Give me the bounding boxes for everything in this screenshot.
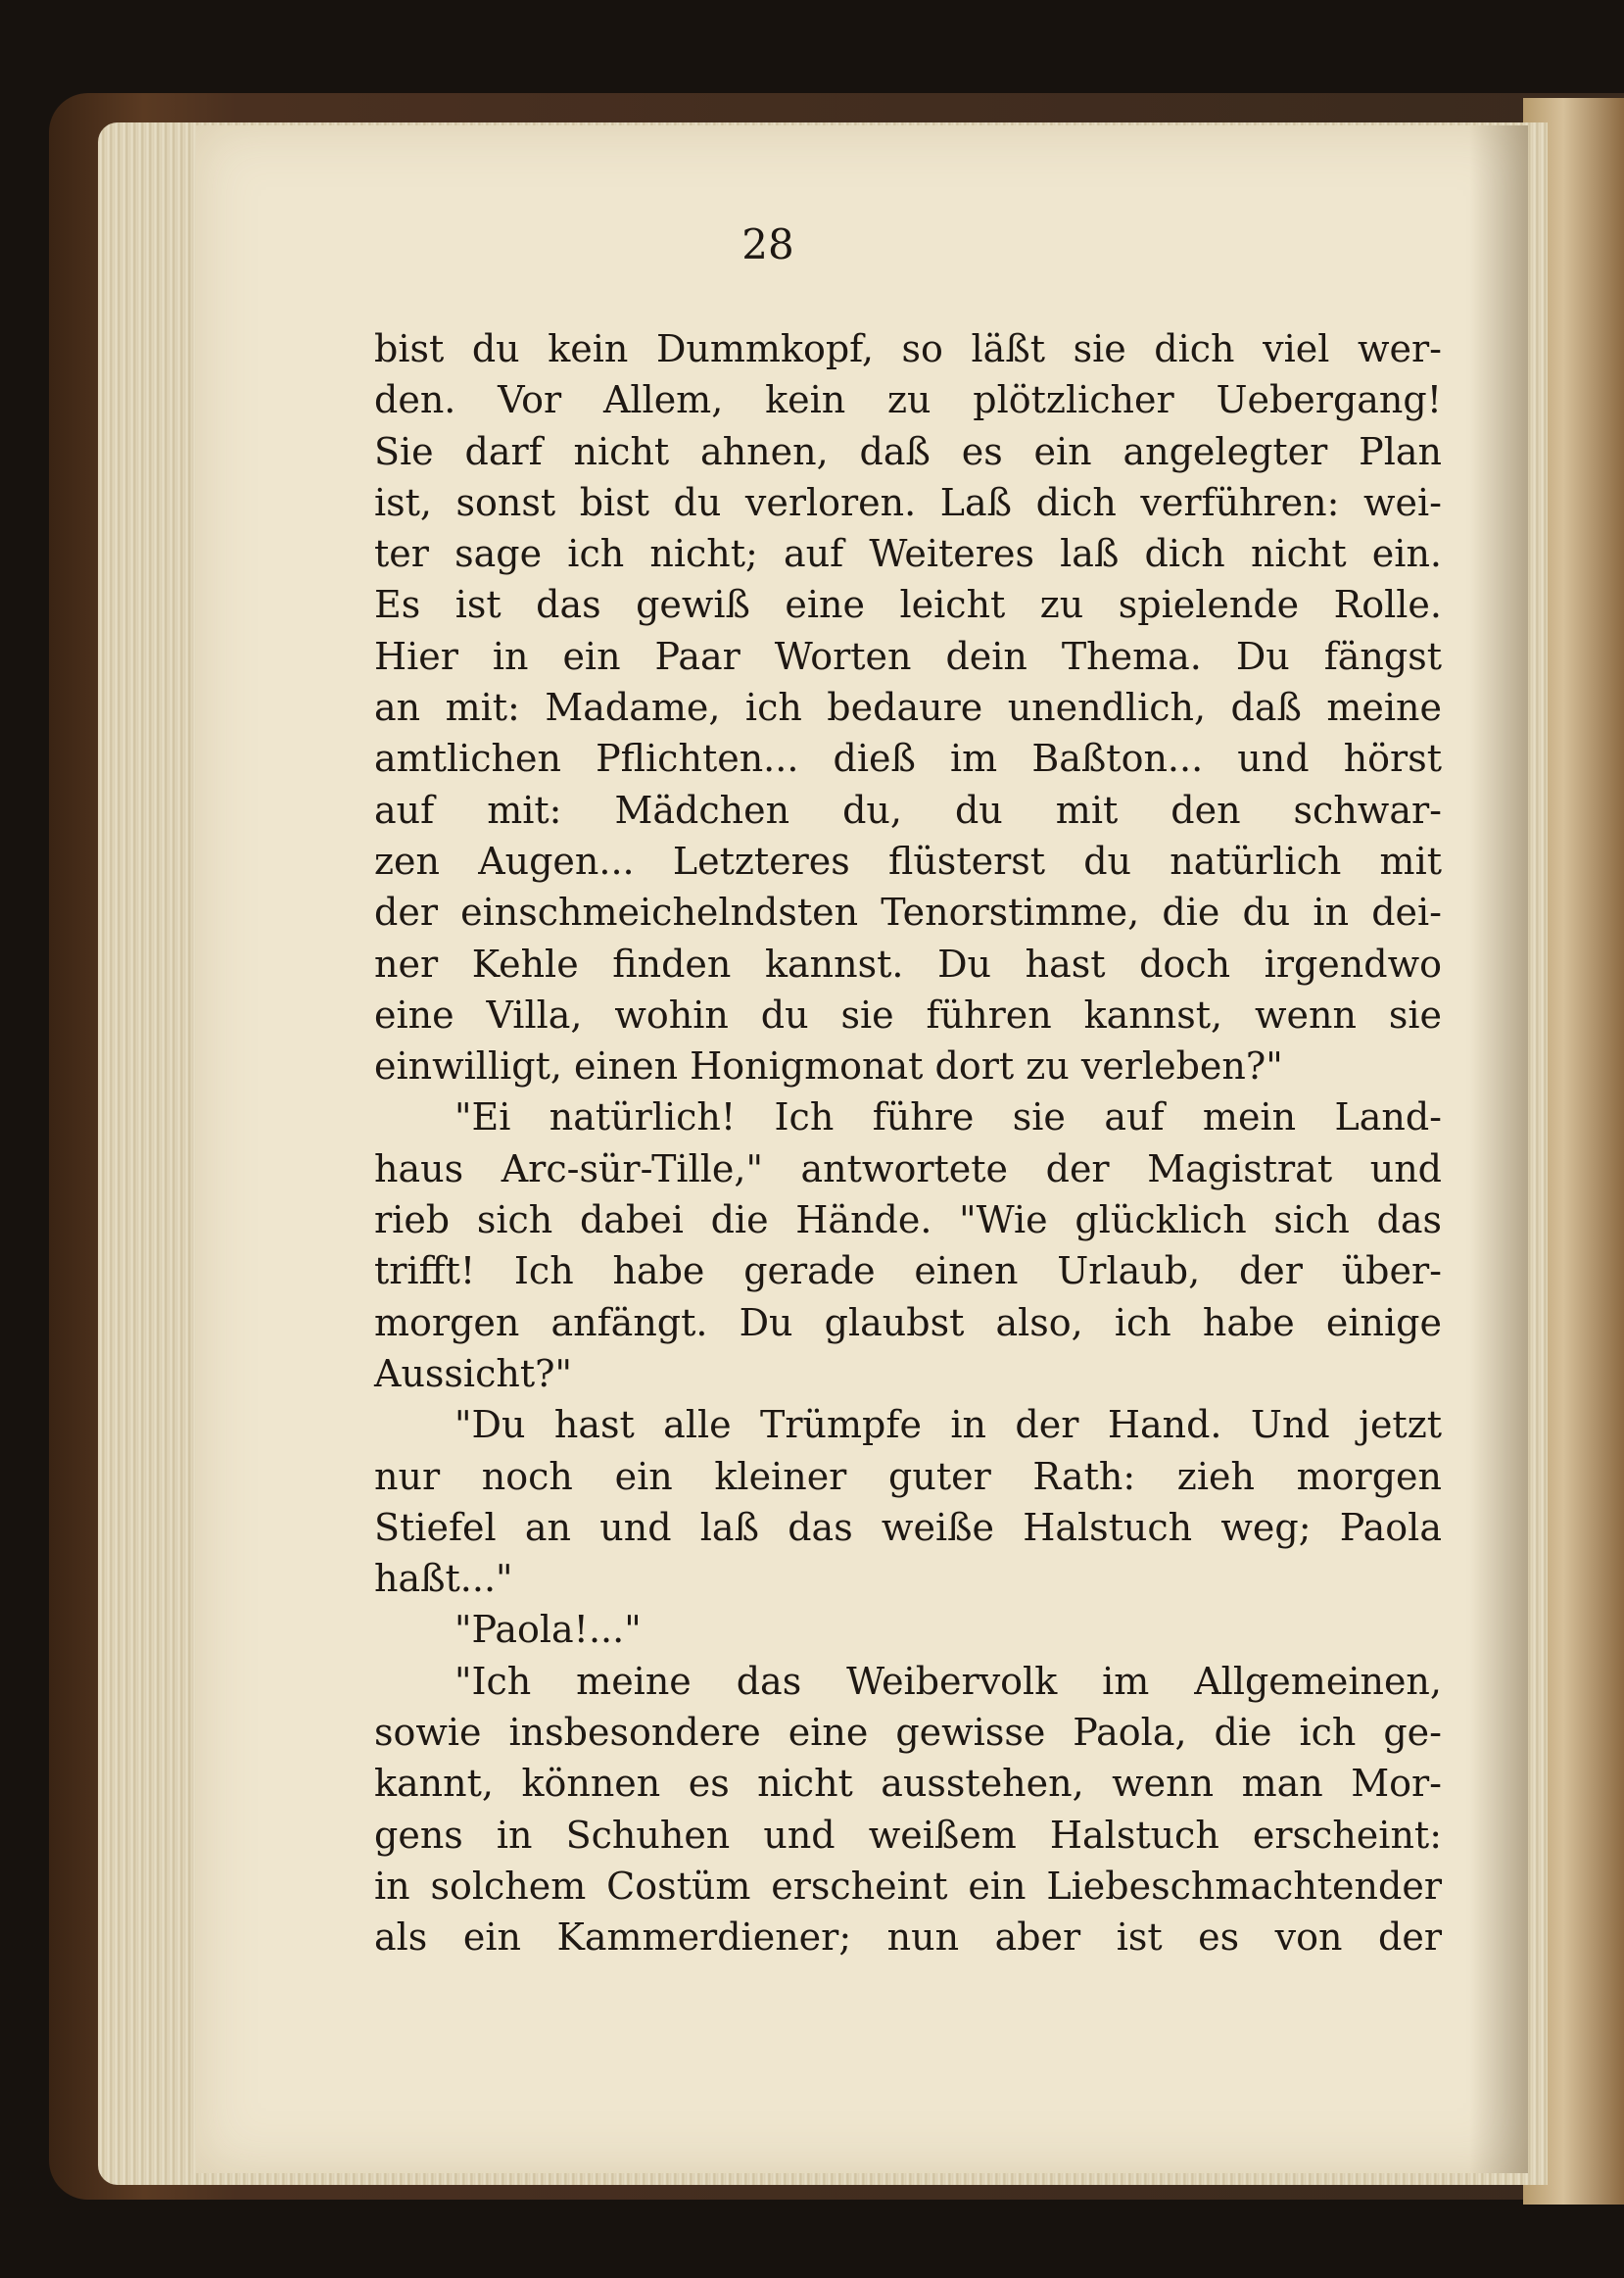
- text-line: einwilligt, einen Honigmonat dort zu verleben?": [374, 1044, 1283, 1089]
- text-line: auf mit: Mädchen du, du mit den schwar-: [374, 788, 1442, 832]
- text-line: "Ei natürlich! Ich führe sie auf mein Land-: [454, 1095, 1442, 1139]
- text-line: Es ist das gewiß eine leicht zu spielende Rolle.: [374, 583, 1442, 627]
- text-line: ner Kehle finden kannst. Du hast doch irgendwo: [374, 942, 1442, 986]
- text-line: als ein Kammerdiener; nun aber ist es von der: [374, 1915, 1442, 1960]
- text-line: zen Augen... Letzteres flüsterst du natürlich mit: [374, 839, 1442, 883]
- text-line: haus Arc-sür-Tille," antwortete der Magistrat und: [374, 1146, 1442, 1190]
- text-line: Hier in ein Paar Worten dein Thema. Du fängst: [374, 634, 1442, 678]
- page-text: [374, 323, 1442, 1963]
- text-line: bist du kein Dummkopf, so läßt sie dich viel wer-: [374, 327, 1442, 370]
- text-line: eine Villa, wohin du sie führen kannst, wenn sie: [374, 993, 1442, 1037]
- text-line: gens in Schuhen und weißem Halstuch erscheint:: [374, 1813, 1442, 1857]
- text-line: kannt, können es nicht ausstehen, wenn man Mor-: [374, 1762, 1442, 1806]
- text-line: haßt...": [374, 1557, 513, 1601]
- text-line: morgen anfängt. Du glaubst also, ich habe einige: [374, 1300, 1442, 1344]
- text-line: Aussicht?": [374, 1351, 572, 1395]
- text-line: ist, sonst bist du verloren. Laß dich verführen: wei-: [374, 480, 1442, 524]
- text-line: Sie darf nicht ahnen, daß es ein angelegter Plan: [374, 429, 1442, 473]
- text-line: amtlichen Pflichten... dieß im Baßton... und hörst: [374, 737, 1442, 781]
- text-line: in solchem Costüm erscheint ein Liebeschmachtender: [374, 1864, 1442, 1908]
- text-line: an mit: Madame, ich bedaure unendlich, daß meine: [374, 686, 1442, 730]
- text-line: "Du hast alle Trümpfe in der Hand. Und jetzt: [454, 1403, 1442, 1447]
- text-line: Stiefel an und laß das weiße Halstuch weg; Paola: [374, 1505, 1442, 1549]
- text-line: den. Vor Allem, kein zu plötzlicher Uebergang!: [374, 378, 1442, 422]
- text-line: nur noch ein kleiner guter Rath: zieh morgen: [374, 1454, 1442, 1498]
- text-line: ter sage ich nicht; auf Weiteres laß dich nicht ein.: [374, 532, 1442, 576]
- text-line: trifft! Ich habe gerade einen Urlaub, der über-: [374, 1249, 1442, 1293]
- text-line: sowie insbesondere eine gewisse Paola, die ich ge-: [374, 1711, 1442, 1755]
- text-line: rieb sich dabei die Hände. "Wie glücklich sich das: [374, 1198, 1442, 1242]
- text-line: der einschmeichelndsten Tenorstimme, die du in dei-: [374, 891, 1442, 935]
- page-number: [0, 220, 1624, 268]
- text-line: "Ich meine das Weibervolk im Allgemeinen,: [454, 1659, 1442, 1703]
- gutter-shadow: [1469, 125, 1528, 2173]
- text-line: "Paola!...": [454, 1608, 642, 1652]
- page-number-text: 28: [741, 220, 794, 268]
